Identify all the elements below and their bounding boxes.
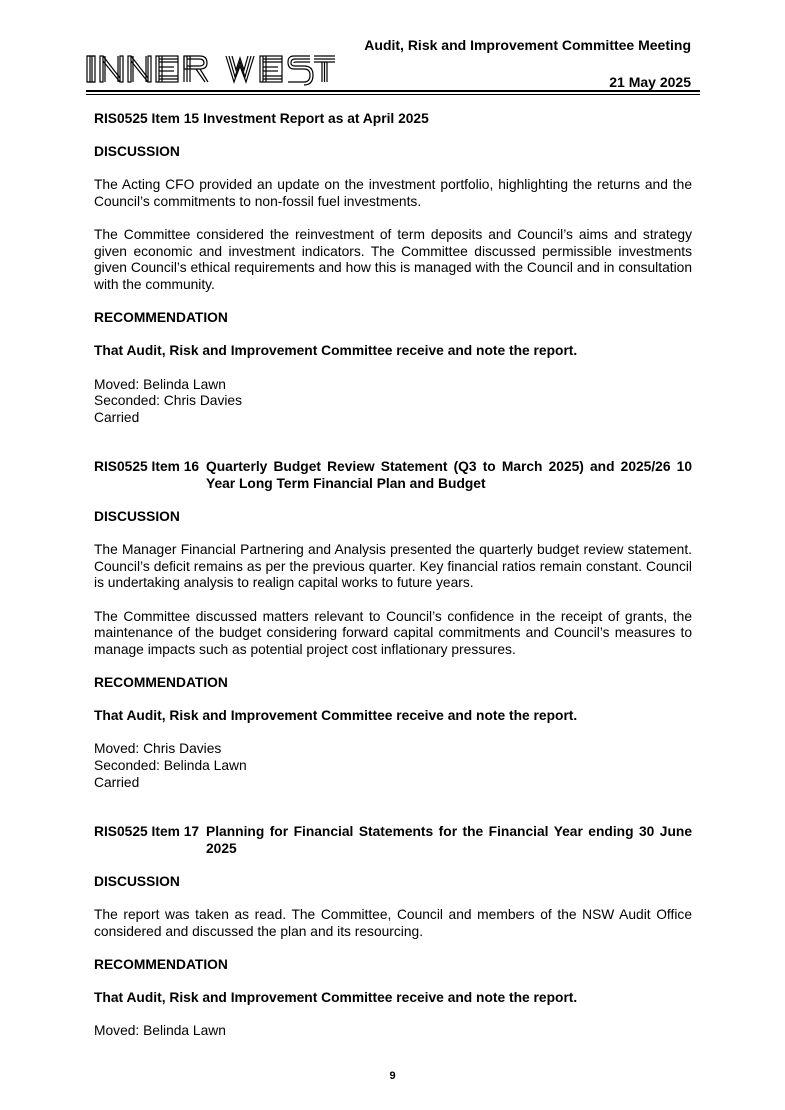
minutes-body (94, 111, 692, 1040)
discussion-heading: DISCUSSION (94, 509, 180, 525)
discussion-paragraph: The Committee considered the reinvestment of term deposits and Council’s aims and strategy given economic and investment indicators. The Committee discussed permissible investments given Council’s ethical requirements and how this is managed with the Council and in consultation with the community. (94, 227, 692, 292)
item-title: Investment Report as at April 2025 (203, 111, 429, 126)
moved-by: Moved: Belinda Lawn (94, 1023, 226, 1039)
item-code: RIS0525 Item 15 (94, 111, 200, 126)
page-number: 9 (389, 1070, 396, 1082)
recommendation-heading: RECOMMENDATION (94, 310, 228, 326)
item-heading (94, 111, 692, 128)
recommendation-text: That Audit, Risk and Improvement Committee receive and note the report. (94, 343, 578, 359)
item-heading (94, 459, 692, 492)
item-title: Planning for Financial Statements for the Financial Year ending 30 June 2025 (206, 824, 692, 856)
recommendation-text: That Audit, Risk and Improvement Committee receive and note the report. (94, 708, 578, 724)
header-rule-thin (86, 94, 700, 95)
recommendation-heading: RECOMMENDATION (94, 956, 228, 972)
agenda-item-17 (94, 824, 692, 1040)
item-code: RIS0525 Item 17 (94, 824, 200, 840)
moved-by: Moved: Belinda Lawn (94, 376, 226, 392)
motion-result: Carried (94, 774, 140, 790)
discussion-heading: DISCUSSION (94, 144, 180, 160)
discussion-heading: DISCUSSION (94, 873, 180, 889)
seconded-by: Seconded: Belinda Lawn (94, 757, 247, 773)
meeting-date: 21 May 2025 (609, 74, 691, 90)
item-heading (94, 824, 692, 857)
moved-by: Moved: Chris Davies (94, 741, 222, 757)
meeting-title: Audit, Risk and Improvement Committee Meeting (364, 37, 691, 53)
header-rule-thick (86, 90, 700, 92)
item-code: RIS0525 Item 16 (94, 459, 200, 475)
seconded-by: Seconded: Chris Davies (94, 393, 243, 409)
agenda-item-16 (94, 459, 692, 791)
logo-wordmark-graphic (86, 52, 336, 86)
discussion-paragraph: The report was taken as read. The Committee, Council and members of the NSW Audit Office considered and discussed the plan and its resourcing. (94, 907, 692, 939)
recommendation-heading: RECOMMENDATION (94, 675, 228, 690)
agenda-item-15 (94, 111, 692, 426)
recommendation-text: That Audit, Risk and Improvement Committee receive and note the report. (94, 990, 578, 1006)
discussion-paragraph: The Acting CFO provided an update on the investment portfolio, highlighting the returns and the Council’s commitments to non-fossil fuel investments. (94, 177, 692, 209)
discussion-paragraph: The Manager Financial Partnering and Analysis presented the quarterly budget review statement. Council’s deficit remains as per the previous quarter. Key financial ratios remain constant. Council is undertaking analysis to realign capital works to future years. (94, 542, 692, 591)
inner-west-logo (86, 52, 336, 86)
item-title: Quarterly Budget Review Statement (Q3 to March 2025) and 2025/26 10 Year Long Term Financial Plan and Budget (206, 459, 692, 491)
discussion-paragraph: The Committee discussed matters relevant to Council’s confidence in the receipt of grants, the maintenance of the budget considering forward capital commitments and Council’s measures to manage impacts such as potential project cost inflationary pressures. (94, 608, 692, 657)
motion-result: Carried (94, 409, 140, 425)
